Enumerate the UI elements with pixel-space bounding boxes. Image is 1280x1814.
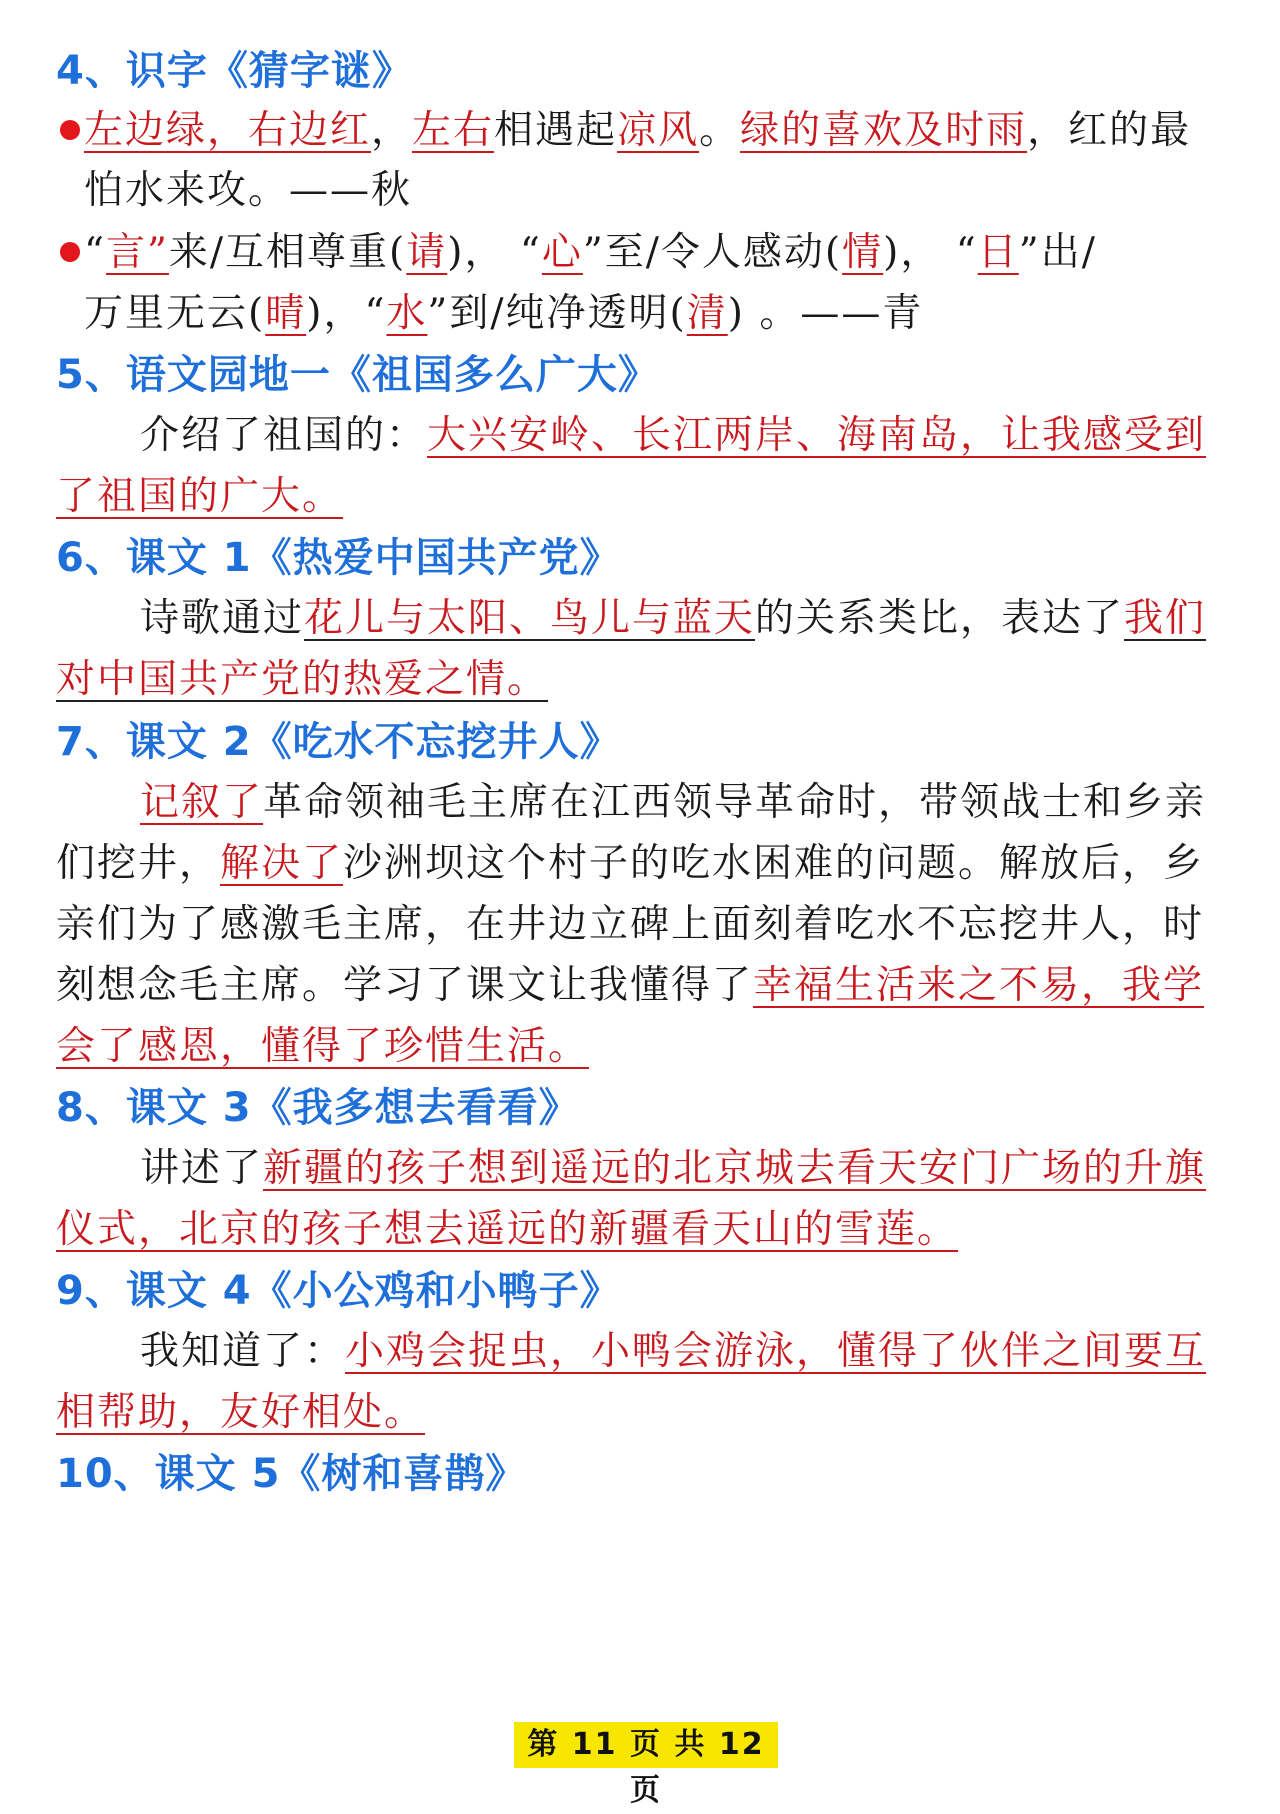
page-number-badge: 第 11 页 共 12 页 (514, 1722, 778, 1768)
body-text: ，红的最 (1027, 108, 1192, 153)
section-heading-6: 6、课文 1《热爱中国共产党》 (56, 535, 621, 581)
bullet-dot (60, 242, 80, 262)
answer-text: 我们 (1124, 596, 1207, 641)
answer-text: 会了感恩，懂得了珍惜生活。 (56, 1024, 590, 1069)
answer-text: 情 (842, 230, 884, 275)
section-9-para-line-1 (140, 1321, 1280, 1383)
section-heading-5: 5、语文园地一《祖国多么广大》 (56, 352, 659, 398)
riddle-1-line-1 (84, 100, 1280, 162)
body-text: 来/互相尊重( (168, 230, 407, 275)
answer-text: 清 (686, 291, 728, 336)
body-text: ”到/纯净透明( (427, 291, 687, 336)
answer-text: 仪式，北京的孩子想去遥远的新疆看天山的雪莲。 (56, 1207, 959, 1252)
answer-text: 心 (541, 230, 583, 275)
section-5-para-line-1 (140, 405, 1280, 467)
body-text: )， “ (883, 230, 978, 275)
answer-text: 了祖国的广大。 (56, 474, 344, 519)
body-text: 万里无云( (84, 291, 266, 336)
punctuation: ， (371, 108, 413, 153)
answer-text: 凉风 (617, 108, 700, 153)
answer-text: 记叙了 (140, 780, 264, 825)
section-heading-4: 4、识字《猜字谜》 (56, 48, 413, 94)
body-text: ”出/ (1018, 230, 1097, 275)
answer-text: 对中国共产党的热爱之情。 (56, 657, 549, 702)
section-7-para-line-4 (56, 955, 1280, 1017)
body-text: 革命领袖毛主席在江西领导革命时，带领战士和乡亲 (263, 780, 1207, 825)
body-text: ”至/令人感动( (582, 230, 843, 275)
body-text: 刻想念毛主席。学习了课文让我懂得了 (56, 963, 754, 1008)
bullet-dot (60, 120, 80, 140)
section-heading-7: 7、课文 2《吃水不忘挖井人》 (56, 719, 621, 765)
section-heading-9: 9、课文 4《小公鸡和小鸭子》 (56, 1268, 621, 1314)
body-text: )， “ (447, 230, 542, 275)
quote-mark: “ (84, 230, 106, 275)
answer-text: 幸福生活来之不易，我学 (753, 963, 1205, 1008)
section-8-para-line-1 (140, 1138, 1280, 1200)
section-8-para-line-2 (56, 1199, 1280, 1261)
section-heading-10: 10、课文 5《树和喜鹊》 (56, 1451, 527, 1497)
body-text: 相遇起 (494, 108, 618, 153)
body-text: 我知道了： (140, 1329, 346, 1374)
answer-text: 解决了 (220, 841, 344, 886)
body-text: 沙洲坝这个村子的吃水困难的问题。解放后，乡 (343, 841, 1205, 886)
body-text: 的关系类比，表达了 (755, 596, 1125, 641)
answer-text: 花儿与太阳、鸟儿与蓝天 (304, 596, 756, 641)
punctuation: 。 (699, 108, 741, 153)
riddle-2-line-2 (84, 283, 1280, 345)
body-text: ) 。——青 (727, 291, 924, 336)
answer-text: 左边绿，右边红 (84, 108, 372, 153)
answer-text: 小鸡会捉虫，小鸭会游泳，懂得了伙伴之间要互 (345, 1329, 1207, 1374)
body-text: 诗歌通过 (140, 596, 305, 641)
section-9-para-line-2 (56, 1382, 1280, 1444)
answer-text: 绿的喜欢及时雨 (740, 108, 1028, 153)
answer-text: 相帮助，友好相处。 (56, 1390, 426, 1435)
body-text: 介绍了祖国的： (140, 413, 428, 458)
section-7-para-line-2 (56, 833, 1280, 895)
section-5-para-line-2 (56, 466, 1280, 528)
answer-text: 晴 (265, 291, 307, 336)
section-heading-8: 8、课文 3《我多想去看看》 (56, 1085, 580, 1131)
answer-text: 请 (406, 230, 448, 275)
body-text: 们挖井， (56, 841, 221, 886)
section-6-para-line-2 (56, 649, 1280, 711)
body-text: )，“ (306, 291, 387, 336)
answer-text: 左右 (412, 108, 495, 153)
answer-text: 新疆的孩子想到遥远的北京城去看天安门广场的升旗 (263, 1146, 1207, 1191)
answer-text: 日 (977, 230, 1019, 275)
answer-text: 水 (386, 291, 428, 336)
section-7-para-line-3: 亲们为了感激毛主席，在井边立碑上面刻着吃水不忘挖井人，时 (56, 902, 1205, 947)
riddle-1-line-2: 怕水来攻。——秋 (84, 168, 413, 213)
answer-text: 大兴安岭、长江两岸、海南岛，让我感受到 (427, 413, 1207, 458)
riddle-2-line-1 (84, 222, 1280, 284)
section-7-para-line-1 (140, 772, 1280, 834)
section-6-para-line-1 (140, 588, 1280, 650)
section-7-para-line-5 (56, 1016, 1280, 1078)
answer-text: 言” (105, 230, 169, 275)
body-text: 讲述了 (140, 1146, 264, 1191)
